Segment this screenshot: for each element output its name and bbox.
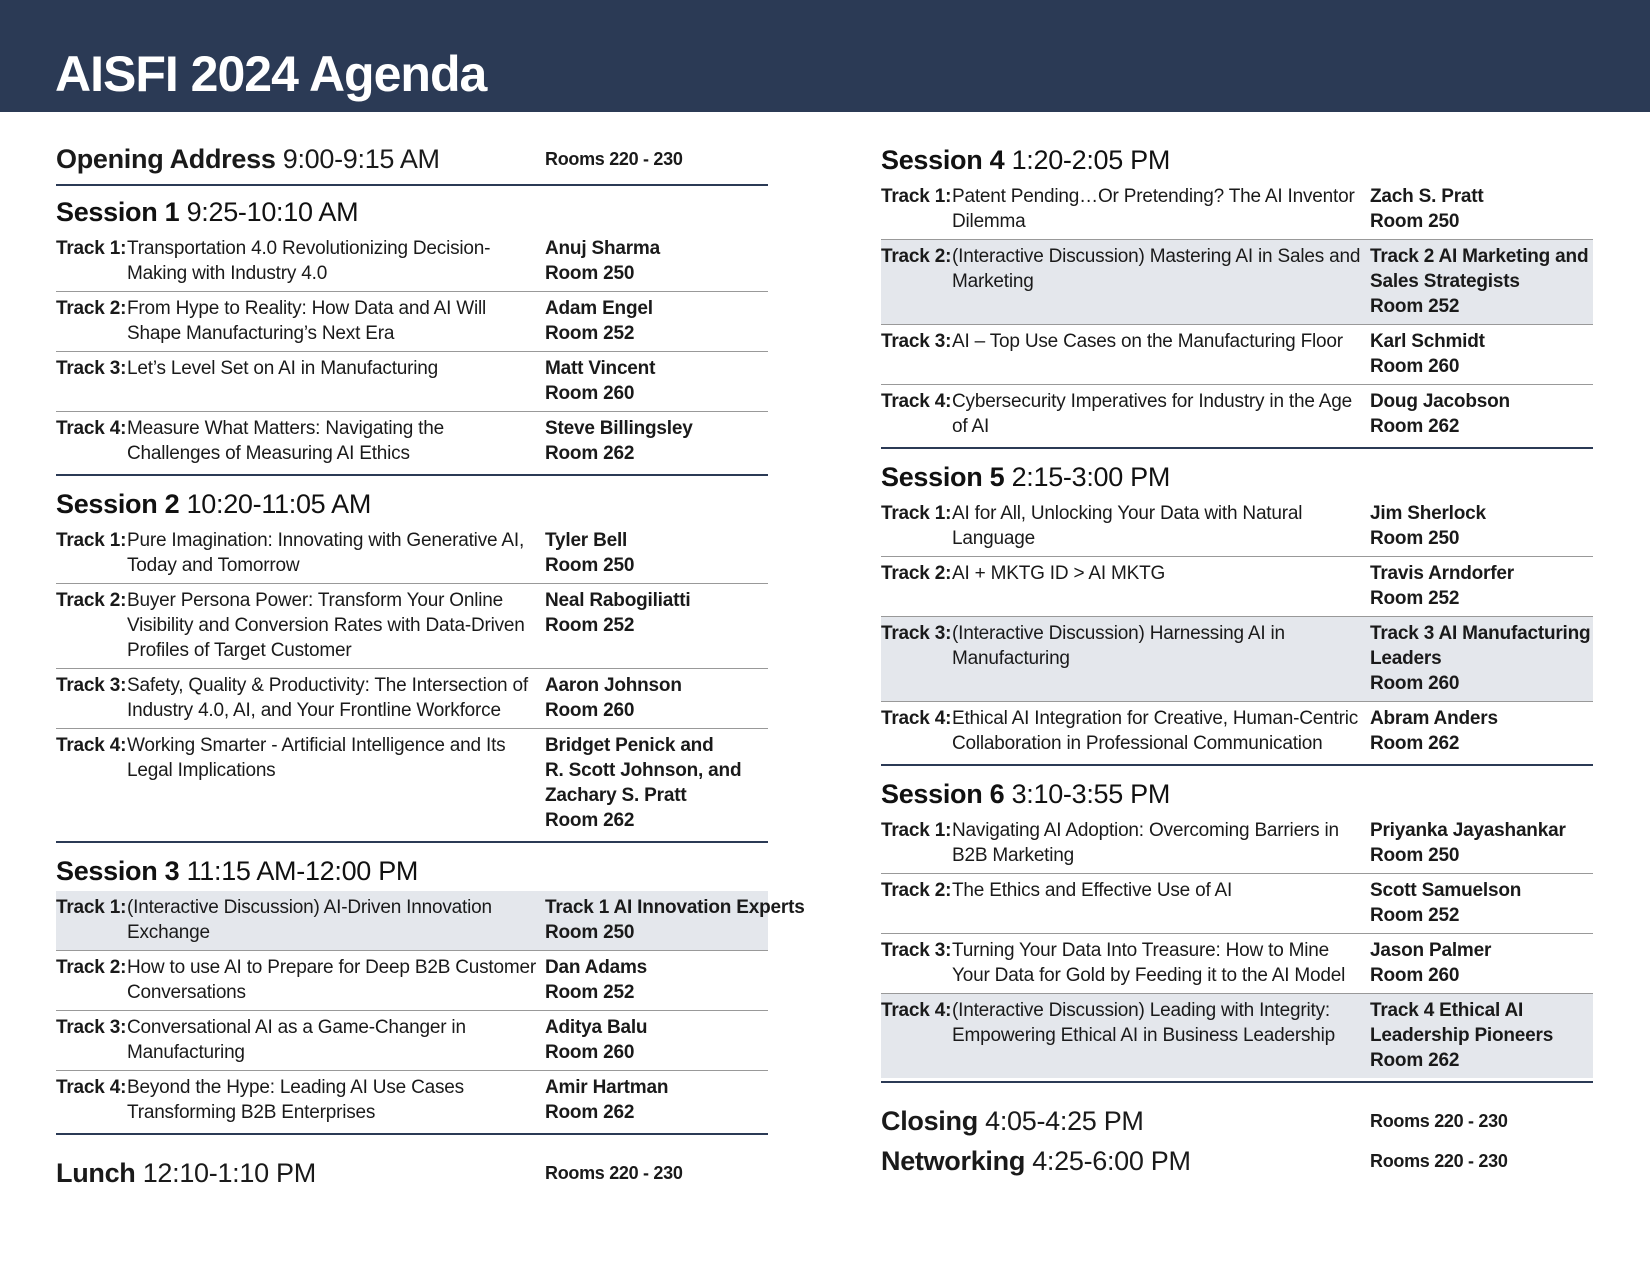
track-speaker xyxy=(545,236,768,286)
track-label: Track 2: xyxy=(881,246,952,267)
track-title: (Interactive Discussion) Mastering AI in Sales and Marketing xyxy=(952,246,1361,292)
track-speaker xyxy=(1370,621,1593,696)
speaker-name: Track 2 AI Marketing and xyxy=(1370,246,1589,267)
track-title: AI + MKTG ID > AI MKTG xyxy=(952,563,1166,584)
track-title: Working Smarter - Artificial Intelligence and Its Legal Implications xyxy=(127,735,506,781)
lunch-time: 12:10-1:10 PM xyxy=(142,1158,316,1188)
track-label: Track 4: xyxy=(881,1000,952,1021)
track-row xyxy=(881,814,1593,873)
track-row xyxy=(56,351,768,411)
track-label: Track 3: xyxy=(881,940,952,961)
track-speaker xyxy=(1370,706,1593,756)
opening-label: Opening Address xyxy=(56,144,276,174)
track-speaker xyxy=(1370,389,1593,439)
session-block xyxy=(881,140,1593,449)
track-speaker xyxy=(1370,561,1593,611)
track-label: Track 4: xyxy=(881,391,952,412)
track-title: The Ethics and Effective Use of AI xyxy=(952,880,1233,901)
track-room: Room 262 xyxy=(545,443,635,464)
speaker-name: Abram Anders xyxy=(1370,708,1498,729)
speaker-name: Bridget Penick and xyxy=(545,735,714,756)
speaker-name: Priyanka Jayashankar xyxy=(1370,820,1566,841)
track-row xyxy=(881,497,1593,556)
track-row xyxy=(881,701,1593,761)
track-room: Room 250 xyxy=(545,555,635,576)
speaker-name: Matt Vincent xyxy=(545,358,656,379)
session-heading xyxy=(881,774,1593,814)
track-title: Buyer Persona Power: Transform Your Online Visibility and Conversion Rates with Data-Driven Profiles of Target Customer xyxy=(127,590,525,661)
track-row xyxy=(56,232,768,291)
track-room: Room 250 xyxy=(545,922,635,943)
track-speaker xyxy=(545,416,768,466)
track-row xyxy=(56,950,768,1010)
networking-time: 4:25-6:00 PM xyxy=(1032,1146,1191,1176)
track-row xyxy=(881,239,1593,324)
track-title: Conversational AI as a Game-Changer in Manufacturing xyxy=(127,1017,466,1063)
closing-label: Closing xyxy=(881,1106,978,1136)
closing-room: Rooms 220 - 230 xyxy=(1370,1111,1508,1131)
track-label: Track 2: xyxy=(881,563,952,584)
track-row xyxy=(56,891,805,950)
session-block xyxy=(56,484,768,843)
track-room: Room 260 xyxy=(545,383,635,404)
session-gap xyxy=(56,1135,768,1143)
track-label: Track 1: xyxy=(881,186,952,207)
session-block xyxy=(56,192,768,476)
track-room: Room 260 xyxy=(1370,673,1460,694)
speaker-name: Sales Strategists xyxy=(1370,271,1520,292)
track-label: Track 2: xyxy=(56,298,127,319)
track-room: Room 260 xyxy=(545,1042,635,1063)
track-title: How to use AI to Prepare for Deep B2B Customer Conversations xyxy=(127,957,537,1003)
track-title: Let’s Level Set on AI in Manufacturing xyxy=(127,358,439,379)
track-title: From Hype to Reality: How Data and AI Will Shape Manufacturing’s Next Era xyxy=(127,298,487,344)
session-time: 3:10-3:55 PM xyxy=(1011,779,1171,809)
track-label: Track 4: xyxy=(56,418,127,439)
track-title: Pure Imagination: Innovating with Generative AI, Today and Tomorrow xyxy=(127,530,525,576)
track-title: Beyond the Hype: Leading AI Use Cases Transforming B2B Enterprises xyxy=(127,1077,464,1123)
track-row xyxy=(56,1070,768,1130)
track-label: Track 1: xyxy=(881,503,952,524)
track-speaker xyxy=(545,733,768,833)
session-label: Session 5 xyxy=(881,462,1005,492)
session-time: 2:15-3:00 PM xyxy=(1011,462,1171,492)
track-label: Track 3: xyxy=(56,675,127,696)
session-heading xyxy=(881,140,1593,180)
session-time: 9:25-10:10 AM xyxy=(186,197,359,227)
speaker-name: Doug Jacobson xyxy=(1370,391,1510,412)
speaker-name: Dan Adams xyxy=(545,957,648,978)
speaker-name: Neal Rabogiliatti xyxy=(545,590,691,611)
track-speaker xyxy=(545,1015,768,1065)
track-speaker xyxy=(1370,998,1593,1073)
session-heading xyxy=(881,457,1593,497)
track-room: Room 250 xyxy=(1370,211,1460,232)
track-title: Navigating AI Adoption: Overcoming Barriers in B2B Marketing xyxy=(952,820,1339,866)
track-title: (Interactive Discussion) Leading with Integrity: Empowering Ethical AI in Business Leadership xyxy=(952,1000,1336,1046)
track-title: Turning Your Data Into Treasure: How to Mine Your Data for Gold by Feeding it to the AI Model xyxy=(952,940,1346,986)
track-title: (Interactive Discussion) Harnessing AI in Manufacturing xyxy=(952,623,1285,669)
session-block xyxy=(881,774,1593,1083)
track-title: Ethical AI Integration for Creative, Human-Centric Collaboration in Professional Communication xyxy=(952,708,1359,754)
speaker-name: Zach S. Pratt xyxy=(1370,186,1484,207)
session-heading xyxy=(56,484,768,524)
track-label: Track 2: xyxy=(56,957,127,978)
session-heading xyxy=(56,851,768,891)
speaker-name: Leadership Pioneers xyxy=(1370,1025,1554,1046)
speaker-name: Travis Arndorfer xyxy=(1370,563,1514,584)
track-label: Track 1: xyxy=(56,897,127,918)
lunch-label: Lunch xyxy=(56,1158,136,1188)
session-heading xyxy=(56,192,768,232)
track-label: Track 1: xyxy=(56,530,127,551)
speaker-name: Aaron Johnson xyxy=(545,675,682,696)
track-label: Track 3: xyxy=(56,358,127,379)
track-title: AI – Top Use Cases on the Manufacturing Floor xyxy=(952,331,1343,352)
networking xyxy=(881,1141,1593,1181)
track-label: Track 4: xyxy=(881,708,952,729)
session-label: Session 1 xyxy=(56,197,180,227)
track-speaker xyxy=(1370,878,1593,928)
track-room: Room 252 xyxy=(545,323,635,344)
track-speaker xyxy=(545,296,768,346)
speaker-name: Jason Palmer xyxy=(1370,940,1492,961)
divider xyxy=(56,178,768,186)
speaker-name: Track 4 Ethical AI xyxy=(1370,1000,1524,1021)
track-speaker xyxy=(1370,501,1593,551)
track-room: Room 252 xyxy=(1370,905,1460,926)
track-title: Measure What Matters: Navigating the Challenges of Measuring AI Ethics xyxy=(127,418,444,464)
track-label: Track 1: xyxy=(56,238,127,259)
track-row xyxy=(56,411,768,471)
track-speaker xyxy=(545,1075,768,1125)
track-row xyxy=(881,180,1593,239)
track-room: Room 262 xyxy=(1370,416,1460,437)
speaker-name: Karl Schmidt xyxy=(1370,331,1485,352)
left-column xyxy=(56,140,805,1193)
track-speaker xyxy=(1370,938,1593,988)
speaker-name: Aditya Balu xyxy=(545,1017,648,1038)
track-label: Track 4: xyxy=(56,735,127,756)
track-room: Room 252 xyxy=(545,615,635,636)
opening-room: Rooms 220 - 230 xyxy=(545,149,683,169)
session-time: 1:20-2:05 PM xyxy=(1011,145,1171,175)
track-speaker xyxy=(1370,244,1593,319)
track-label: Track 3: xyxy=(881,331,952,352)
track-speaker xyxy=(1370,184,1593,234)
track-room: Room 260 xyxy=(1370,965,1460,986)
session-gap xyxy=(56,476,768,484)
track-room: Room 252 xyxy=(1370,296,1460,317)
session-gap xyxy=(881,1083,1593,1091)
track-row xyxy=(881,556,1593,616)
track-title: Patent Pending…Or Pretending? The AI Inventor Dilemma xyxy=(952,186,1355,232)
track-row xyxy=(56,291,768,351)
lunch-room: Rooms 220 - 230 xyxy=(545,1163,683,1183)
closing-time: 4:05-4:25 PM xyxy=(985,1106,1144,1136)
speaker-name: Zachary S. Pratt xyxy=(545,785,687,806)
right-column xyxy=(881,140,1593,1181)
track-speaker xyxy=(545,588,768,663)
session-label: Session 4 xyxy=(881,145,1005,175)
speaker-name: Steve Billingsley xyxy=(545,418,693,439)
track-row xyxy=(881,324,1593,384)
track-row xyxy=(881,873,1593,933)
track-row xyxy=(881,993,1593,1078)
speaker-name: Adam Engel xyxy=(545,298,653,319)
track-speaker xyxy=(545,673,768,723)
session-gap xyxy=(881,766,1593,774)
lunch xyxy=(56,1153,768,1193)
track-room: Room 252 xyxy=(545,982,635,1003)
speaker-name: Scott Samuelson xyxy=(1370,880,1522,901)
session-label: Session 6 xyxy=(881,779,1005,809)
session-label: Session 3 xyxy=(56,856,180,886)
track-speaker xyxy=(1370,818,1593,868)
track-title: (Interactive Discussion) AI-Driven Innovation Exchange xyxy=(127,897,492,943)
session-block xyxy=(56,851,805,1135)
track-row xyxy=(56,524,768,583)
track-title: Cybersecurity Imperatives for Industry in the Age of AI xyxy=(952,391,1352,437)
track-room: Room 260 xyxy=(545,700,635,721)
networking-label: Networking xyxy=(881,1146,1026,1176)
track-room: Room 250 xyxy=(545,263,635,284)
speaker-name: R. Scott Johnson, and xyxy=(545,760,742,781)
track-room: Room 262 xyxy=(1370,733,1460,754)
header-banner xyxy=(0,0,1650,112)
speaker-name: Jim Sherlock xyxy=(1370,503,1486,524)
track-speaker xyxy=(545,955,768,1005)
speaker-name: Tyler Bell xyxy=(545,530,628,551)
track-label: Track 3: xyxy=(881,623,952,644)
track-row xyxy=(56,668,768,728)
track-room: Room 252 xyxy=(1370,588,1460,609)
track-row xyxy=(56,728,768,838)
track-label: Track 2: xyxy=(881,880,952,901)
track-room: Room 262 xyxy=(545,810,635,831)
left-sessions xyxy=(56,192,805,1143)
session-gap xyxy=(881,449,1593,457)
track-label: Track 2: xyxy=(56,590,127,611)
track-speaker xyxy=(1370,329,1593,379)
track-title: Transportation 4.0 Revolutionizing Decision-Making with Industry 4.0 xyxy=(127,238,491,284)
track-speaker xyxy=(545,895,805,945)
opening-time: 9:00-9:15 AM xyxy=(282,144,440,174)
track-row xyxy=(56,583,768,668)
speaker-name: Track 3 AI Manufacturing xyxy=(1370,623,1591,644)
session-gap xyxy=(56,843,768,851)
track-label: Track 1: xyxy=(881,820,952,841)
session-label: Session 2 xyxy=(56,489,180,519)
track-title: AI for All, Unlocking Your Data with Natural Language xyxy=(952,503,1303,549)
track-row xyxy=(56,1010,768,1070)
right-sessions xyxy=(881,140,1593,1091)
session-time: 10:20-11:05 AM xyxy=(186,489,372,519)
track-label: Track 4: xyxy=(56,1077,127,1098)
speaker-name: Leaders xyxy=(1370,648,1442,669)
track-row xyxy=(881,933,1593,993)
track-room: Room 262 xyxy=(1370,1050,1460,1071)
page-title: AISFI 2024 Agenda xyxy=(55,46,487,102)
track-row xyxy=(881,616,1593,701)
track-title: Safety, Quality & Productivity: The Intersection of Industry 4.0, AI, and Your Frontline Workforce xyxy=(127,675,528,721)
networking-room: Rooms 220 - 230 xyxy=(1370,1151,1508,1171)
track-row xyxy=(881,384,1593,444)
opening-address xyxy=(56,140,768,178)
session-time: 11:15 AM-12:00 PM xyxy=(186,856,419,886)
track-speaker xyxy=(545,356,768,406)
track-label: Track 3: xyxy=(56,1017,127,1038)
track-room: Room 250 xyxy=(1370,528,1460,549)
speaker-name: Anuj Sharma xyxy=(545,238,660,259)
track-speaker xyxy=(545,528,768,578)
speaker-name: Amir Hartman xyxy=(545,1077,669,1098)
session-block xyxy=(881,457,1593,766)
track-room: Room 260 xyxy=(1370,356,1460,377)
track-room: Room 250 xyxy=(1370,845,1460,866)
speaker-name: Track 1 AI Innovation Experts xyxy=(545,897,805,918)
track-room: Room 262 xyxy=(545,1102,635,1123)
closing xyxy=(881,1101,1593,1141)
